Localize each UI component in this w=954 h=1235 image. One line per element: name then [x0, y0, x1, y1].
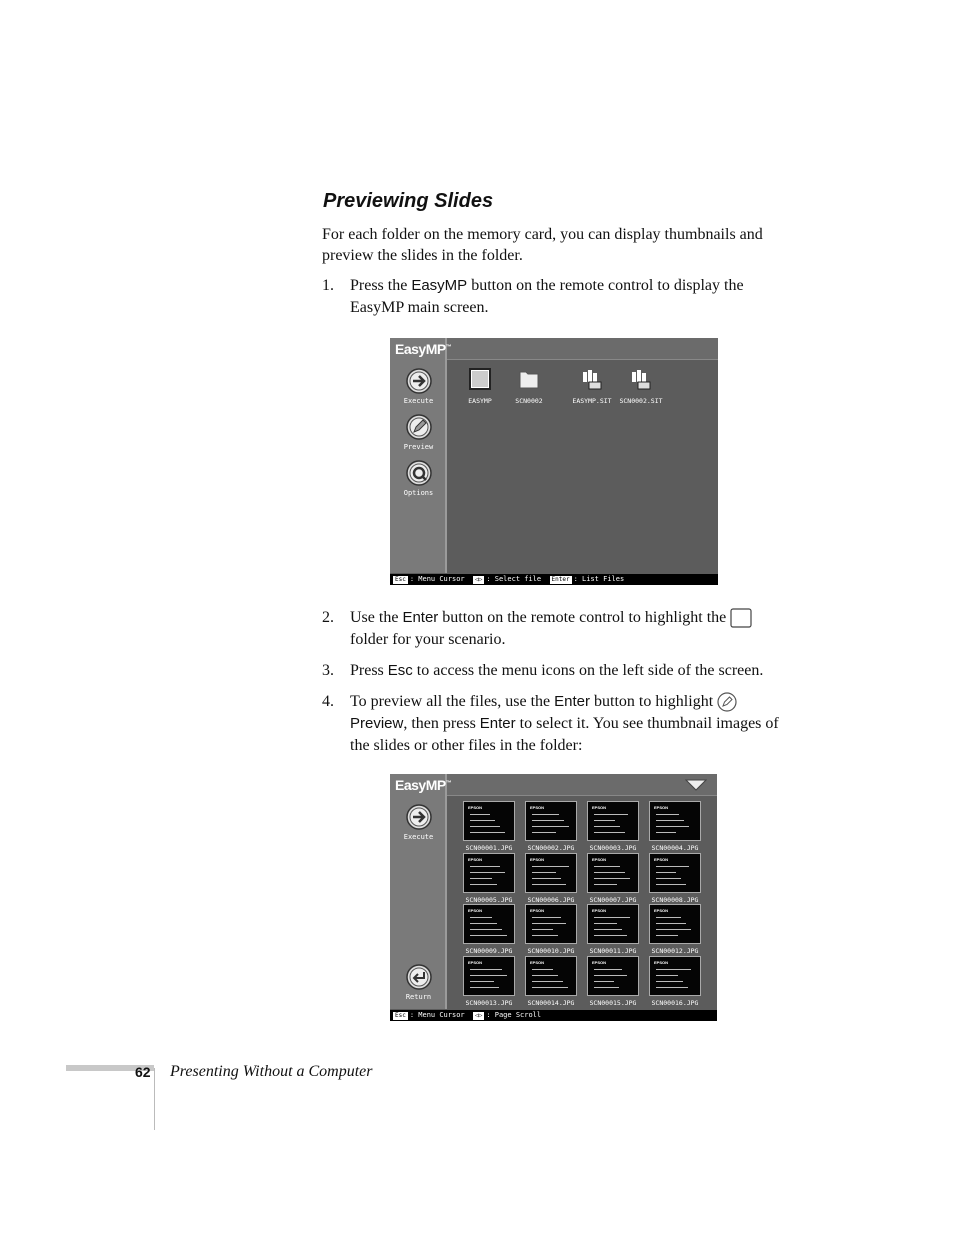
slide-thumbnail	[525, 853, 577, 893]
thumbnail-text-line	[656, 917, 681, 918]
scenario-file-icon	[630, 368, 652, 390]
thumbnail-text-line	[594, 878, 630, 879]
thumbnail-text-line	[532, 820, 564, 821]
thumbnail-text-line	[594, 981, 614, 982]
thumbnail-logo: EPSON	[468, 856, 483, 862]
step-text: folder for your scenario.	[350, 631, 506, 648]
thumbnail-text-line	[656, 878, 681, 879]
intro-paragraph: For each folder on the memory card, you can display thumbnails and preview the slides in the folder.	[322, 226, 763, 264]
step-text: Press	[350, 662, 388, 679]
thumbnail-label: SCN00009.JPG	[465, 947, 513, 955]
thumbnail-item[interactable]	[645, 956, 705, 1007]
file-label: EASYMP.SIT	[572, 397, 612, 405]
thumbnail-text-line	[656, 923, 686, 924]
step-number: 3.	[322, 662, 334, 679]
slide-thumbnail	[649, 904, 701, 944]
status-bar	[390, 574, 718, 585]
key-name: Enter	[554, 693, 591, 710]
step-number: 4.	[322, 693, 334, 710]
thumbnail-label: SCN00016.JPG	[651, 998, 699, 1007]
thumbnail-label: SCN00003.JPG	[589, 844, 637, 852]
thumbnail-text-line	[470, 975, 507, 976]
thumbnail-text-line	[470, 935, 507, 936]
execute-label: Execute	[403, 397, 434, 405]
key-badge: ◁▷	[475, 576, 483, 583]
key-badge: Esc	[395, 576, 406, 583]
thumbnail-logo: EPSON	[530, 908, 545, 913]
easymp-logo: EasyMP™	[395, 777, 452, 793]
section-heading: Previewing Slides	[323, 190, 494, 212]
folder-icon	[730, 608, 752, 628]
thumbnail-logo: EPSON	[468, 805, 483, 810]
thumbnail-text-line	[470, 923, 497, 924]
status-text: : Menu Cursor	[409, 575, 465, 583]
arrow-right-icon	[406, 368, 432, 394]
thumbnail-text-line	[470, 929, 502, 930]
folder-icon	[518, 368, 540, 390]
thumbnail-text-line	[594, 832, 625, 833]
slide-thumbnail	[463, 853, 515, 893]
thumbnail-logo: EPSON	[592, 908, 607, 913]
preview-label: Preview	[403, 443, 434, 451]
file-label: SCN0002.SIT	[619, 397, 663, 405]
step-1	[322, 275, 787, 319]
thumbnail-label: SCN00005.JPG	[465, 895, 513, 904]
thumbnail-text-line	[656, 935, 678, 936]
thumbnail-text-line	[470, 878, 492, 879]
thumbnail-item[interactable]	[521, 801, 581, 852]
slide-thumbnail	[525, 904, 577, 944]
slide-thumbnail	[463, 904, 515, 944]
thumbnail-logo: EPSON	[654, 856, 669, 862]
key-name: Preview	[350, 715, 404, 732]
file-scn0002-sit[interactable]	[619, 368, 663, 405]
thumbnail-text-line	[470, 917, 492, 918]
thumbnail-text-line	[594, 969, 622, 970]
status-text: : Select file	[486, 575, 542, 583]
key-badge: Enter	[551, 576, 570, 583]
step-number: 1.	[322, 277, 334, 294]
thumbnail-text-line	[470, 814, 490, 815]
thumbnail-text-line	[532, 872, 556, 873]
slide-thumbnail	[649, 801, 701, 841]
thumbnail-text-line	[594, 866, 620, 867]
thumbnail-text-line	[532, 987, 568, 988]
thumbnail-text-line	[594, 929, 622, 930]
slide-thumbnail	[463, 956, 515, 996]
thumbnail-item[interactable]	[521, 904, 581, 955]
thumbnail-logo: EPSON	[592, 805, 607, 810]
return-button[interactable]	[390, 964, 447, 1001]
preview-button[interactable]	[390, 414, 447, 451]
slide-thumbnail	[463, 801, 515, 841]
status-text: : List Files	[573, 575, 625, 583]
thumbnail-text-line	[532, 975, 558, 976]
step-text: to access the menu icons on the left side of the screen.	[412, 662, 764, 679]
thumbnail-text-line	[532, 878, 561, 879]
scroll-down-icon[interactable]	[685, 779, 707, 791]
thumbnail-text-line	[470, 826, 500, 827]
options-icon	[406, 460, 432, 486]
slide-thumbnail	[587, 853, 639, 893]
thumbnail-text-line	[594, 935, 627, 936]
thumbnail-text-line	[594, 820, 615, 821]
thumbnail-label: SCN00002.JPG	[527, 844, 575, 852]
step-text: button on the remote control to display the EasyMP main screen.	[350, 277, 744, 316]
step-text: , then press	[403, 715, 480, 732]
thumbnail-text-line	[594, 826, 620, 827]
pencil-icon	[406, 414, 432, 440]
footer-divider	[154, 1068, 155, 1130]
thumbnail-text-line	[532, 884, 566, 885]
return-icon	[406, 964, 432, 990]
thumbnail-text-line	[656, 929, 691, 930]
step-text: To preview all the files, use the	[350, 693, 555, 710]
thumbnail-logo: EPSON	[592, 856, 607, 862]
thumbnail-text-line	[532, 826, 569, 827]
thumbnail-logo: EPSON	[592, 959, 607, 965]
slide-thumbnail	[587, 956, 639, 996]
thumbnail-item[interactable]	[521, 956, 581, 1007]
thumbnail-item[interactable]	[521, 853, 581, 904]
file-easymp-sit[interactable]	[570, 368, 614, 405]
thumbnail-label: SCN00012.JPG	[651, 947, 699, 955]
thumbnail-text-line	[656, 975, 678, 976]
easymp-preview-screen	[390, 774, 717, 1021]
thumbnail-logo: EPSON	[654, 805, 669, 810]
thumbnail-item[interactable]	[459, 853, 519, 904]
thumbnail-logo: EPSON	[530, 805, 545, 810]
step-text: to select it. You see thumbnail images of the slides or other files in the folder:	[350, 715, 779, 754]
step-number: 2.	[322, 609, 334, 626]
status-text: : Page Scroll	[486, 1011, 542, 1019]
thumbnail-logo: EPSON	[654, 959, 669, 965]
thumbnail-label: SCN00008.JPG	[651, 895, 699, 904]
thumbnail-text-line	[656, 820, 684, 821]
thumbnail-label: SCN00007.JPG	[589, 895, 637, 904]
thumbnail-logo: EPSON	[468, 959, 483, 965]
key-badge: ◁▷	[475, 1012, 483, 1019]
thumbnail-text-line	[656, 969, 691, 970]
thumbnail-text-line	[594, 884, 617, 885]
execute-label: Execute	[403, 833, 434, 841]
thumbnail-text-line	[470, 872, 505, 873]
thumbnail-text-line	[470, 884, 497, 885]
thumbnail-text-line	[470, 832, 505, 833]
thumbnail-text-line	[470, 987, 499, 988]
thumbnail-item[interactable]	[583, 853, 643, 904]
thumbnail-label: SCN00001.JPG	[465, 844, 513, 852]
thumbnail-text-line	[656, 814, 679, 815]
thumbnail-text-line	[532, 923, 566, 924]
thumbnail-label: SCN00010.JPG	[527, 947, 575, 955]
key-name: Enter	[479, 715, 516, 732]
step-text: Use the	[350, 609, 403, 626]
thumbnail-text-line	[594, 872, 625, 873]
easymp-main-screen	[390, 338, 718, 585]
thumbnail-text-line	[594, 987, 619, 988]
thumbnail-item[interactable]	[645, 801, 705, 852]
slide-thumbnail	[649, 956, 701, 996]
thumbnail-item[interactable]	[583, 956, 643, 1007]
thumbnail-text-line	[656, 866, 689, 867]
thumbnail-text-line	[594, 923, 617, 924]
execute-button[interactable]	[390, 804, 447, 841]
thumbnail-text-line	[470, 820, 495, 821]
thumbnail-text-line	[532, 969, 553, 970]
slide-thumbnail	[587, 904, 639, 944]
status-bar	[390, 1010, 717, 1021]
thumbnail-text-line	[594, 917, 630, 918]
thumbnail-text-line	[470, 981, 494, 982]
thumbnail-logo: EPSON	[530, 959, 545, 965]
step-text: Press the	[350, 277, 412, 294]
thumbnail-item[interactable]	[645, 904, 705, 955]
thumbnail-logo: EPSON	[530, 856, 545, 862]
pencil-icon	[717, 692, 737, 712]
slide-thumbnail	[525, 801, 577, 841]
folder-icon	[469, 368, 491, 390]
slide-thumbnail	[525, 956, 577, 996]
thumbnail-label: SCN00004.JPG	[651, 844, 699, 852]
thumbnail-text-line	[656, 884, 686, 885]
thumbnail-text-line	[656, 987, 688, 988]
thumbnail-logo: EPSON	[654, 908, 669, 913]
step-text: button on the remote control to highlight the	[438, 609, 731, 626]
thumbnail-text-line	[594, 814, 628, 815]
step-3	[322, 660, 787, 682]
thumbnail-logo: EPSON	[468, 908, 483, 913]
thumbnail-label: SCN00013.JPG	[465, 998, 513, 1007]
thumbnail-text-line	[532, 929, 553, 930]
thumbnail-label: SCN00006.JPG	[527, 895, 575, 904]
screen-topbar	[447, 338, 718, 360]
thumbnail-label: SCN00015.JPG	[589, 998, 637, 1007]
folder-scn0002[interactable]	[510, 368, 548, 405]
thumbnail-label: SCN00014.JPG	[527, 998, 575, 1007]
step-text: button to highlight	[590, 693, 718, 710]
scenario-file-icon	[581, 368, 603, 390]
thumbnail-text-line	[532, 935, 558, 936]
file-label: SCN0002	[515, 397, 543, 405]
thumbnail-text-line	[656, 981, 683, 982]
thumbnail-text-line	[532, 814, 559, 815]
easymp-logo: EasyMP™	[395, 341, 452, 357]
file-label: EASYMP	[468, 397, 492, 405]
execute-button[interactable]	[390, 368, 447, 405]
status-text: : Menu Cursor	[409, 1011, 465, 1019]
thumbnail-item[interactable]	[459, 904, 519, 955]
slide-thumbnail	[649, 853, 701, 893]
thumbnail-text-line	[594, 975, 627, 976]
step-2	[322, 607, 787, 651]
thumbnail-item[interactable]	[459, 956, 519, 1007]
options-button[interactable]	[390, 460, 447, 497]
thumbnail-text-line	[532, 832, 556, 833]
folder-easymp[interactable]	[462, 368, 498, 405]
screen-topbar	[447, 774, 717, 796]
thumbnail-text-line	[656, 832, 676, 833]
step-4	[322, 691, 787, 757]
thumbnail-text-line	[470, 866, 500, 867]
arrow-right-icon	[406, 804, 432, 830]
thumbnail-text-line	[532, 917, 561, 918]
thumbnail-item[interactable]	[583, 904, 643, 955]
key-name: Enter	[402, 609, 439, 626]
chapter-title: Presenting Without a Computer	[170, 1063, 373, 1080]
thumbnail-text-line	[656, 826, 689, 827]
thumbnail-item[interactable]	[459, 801, 519, 852]
key-name: EasyMP	[411, 277, 468, 294]
thumbnail-item[interactable]	[583, 801, 643, 852]
thumbnail-text-line	[470, 969, 502, 970]
key-badge: Esc	[395, 1012, 406, 1019]
slide-thumbnail	[587, 801, 639, 841]
thumbnail-text-line	[532, 866, 569, 867]
thumbnail-item[interactable]	[645, 853, 705, 904]
thumbnail-label: SCN00011.JPG	[589, 947, 637, 955]
page-number: 62	[135, 1064, 151, 1080]
thumbnail-text-line	[532, 981, 563, 982]
key-name: Esc	[387, 662, 413, 679]
thumbnail-text-line	[656, 872, 676, 873]
options-label: Options	[403, 489, 434, 497]
return-label: Return	[405, 993, 432, 1001]
